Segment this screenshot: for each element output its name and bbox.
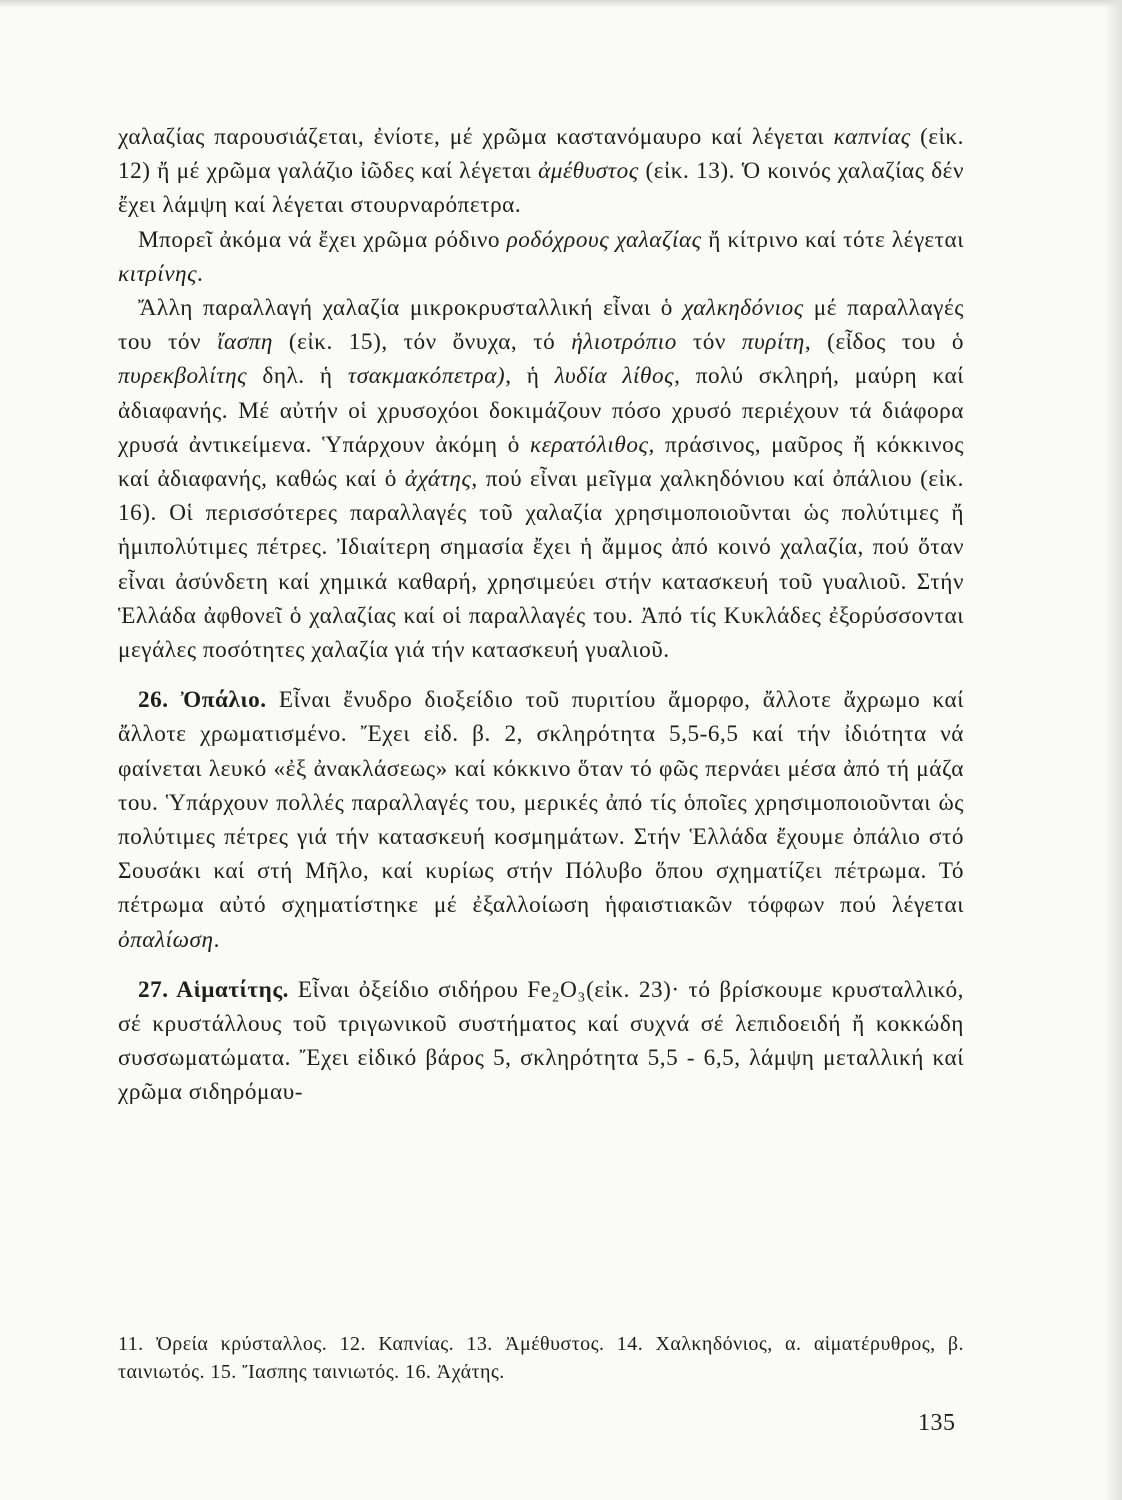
text-run: . bbox=[197, 260, 204, 287]
text-run: χαλαζίας παρουσιάζεται, ἐνίοτε, μέ χρῶμα καστανόμαυρο καί λέγεται bbox=[118, 124, 834, 150]
text-run: δηλ. ἡ bbox=[247, 363, 348, 390]
text-run: ἤ κίτρινο καί τότε λέγεται bbox=[701, 226, 964, 253]
page-right-edge bbox=[1104, 0, 1122, 1500]
italic-term: κερατόλιθος bbox=[530, 431, 649, 458]
text-run: , πού εἶναι μεῖγμα χαλκηδόνιου καί ὀπάλιου (εἰκ. 16). Οἱ περισσότερες παραλλαγές τοῦ χαλαζία χρησιμοποιοῦνται ὡς πολύτιμες ἤ ἡμιπολύτιμες πέτρες. Ἰδιαίτερη σημασία ἔχει ἡ ἄμμος ἀπό κοινό χαλαζία, πού ὅταν εἶναι ἀσύνδετη καί χημικά καθαρή, χρησιμεύει στήν κατασκευή τοῦ γυαλιοῦ. Στήν Ἑλλάδα ἀφθονεῖ ὁ χαλαζίας καί οἱ παραλλαγές του. Ἀπό τίς Κυκλάδες ἐξορύσσονται μεγάλες ποσότητες χαλαζία γιά τήν κατασκευή γυαλιοῦ. bbox=[118, 466, 964, 664]
paragraph-chalcedony bbox=[118, 291, 964, 667]
text-run: Εἶναι ὀξείδιο σιδήρου Fe₂O₃(εἰκ. 23)· τό βρίσκουμε κρυσταλλικό, σέ κρυστάλλους τοῦ τριγωνικοῦ συστήματος καί συχνά σέ λεπιδοειδή ἤ κοκκώδη συσσωματώματα. Ἔχει εἰδικό βάρος 5, σκληρότητα 5,5 - 6,5, λάμψη μεταλλική καί χρῶμα σιδηρόμαυ- bbox=[118, 976, 964, 1106]
text-run: Εἶναι ἔνυδρο διοξείδιο τοῦ πυριτίου ἄμορφο, ἄλλοτε ἄχρωμο καί ἄλλοτε χρωματισμένο. Ἔχει εἰδ. β. 2, σκληρότητα 5,5-6,5 καί τήν ἰδιότητα νά φαίνεται λευκό «ἐξ ἀνακλάσεως» καί κόκκινο ὅταν τό φῶς περνάει μέσα ἀπό τή μάζα του. Ὑπάρχουν πολλές παραλλαγές του, μερικές ἀπό τίς ὁποῖες χρησιμοποιοῦνται ὡς πολύτιμες πέτρες γιά τήν κατασκευή κοσμημάτων. Στήν Ἑλλάδα ἔχουμε ὀπάλιο στό Σουσάκι καί στή Μῆλο, καί κυρίως στήν Πόλυβο ὅπου σχηματίζει πέτρωμα. Τό πέτρωμα αὐτό σχηματίστηκε μέ ἐξαλλοίωση ἡφαιστιακῶν τόφφων πού λέγεται bbox=[118, 687, 964, 919]
italic-term: ἀχάτης bbox=[404, 466, 472, 493]
page-top-edge bbox=[0, 0, 1122, 8]
footnotes: 11. Ὀρεία κρύσταλλος. 12. Καπνίας. 13. Ἀμέθυστος. 14. Χαλκηδόνιος, α. αἱματέρυθρος, β. ταινιωτός. 15. Ἴασπης ταινιωτός. 16. Ἀχάτης. bbox=[118, 1333, 964, 1383]
text-run: τόν bbox=[676, 329, 742, 356]
text-run: , πράσινος, μαῦρος ἤ κόκκινος καί ἀδιαφανής, καθώς καί ὁ bbox=[118, 431, 965, 493]
text-run: Ἄλλη παραλλαγή χαλαζία μικροκρυσταλλική εἶναι ὁ bbox=[138, 295, 683, 322]
text-run: (εἰκ. 15), τόν ὄνυχα, τό bbox=[272, 329, 572, 356]
text-run: (εἰκ. 13). Ὁ κοινός χαλαζίας δέν ἔχει λάμψη καί λέγεται στουρναρόπετρα. bbox=[118, 158, 964, 219]
main-text bbox=[118, 120, 964, 1110]
italic-term: ὀπαλίωση bbox=[118, 926, 214, 953]
italic-term: χαλκηδόνιος bbox=[683, 295, 804, 322]
text-run: Μπορεῖ ἀκόμα νά ἔχει χρῶμα ρόδινο bbox=[138, 226, 507, 253]
italic-term: ἡλιοτρόπιο bbox=[571, 329, 677, 356]
paragraph-quartz-varieties bbox=[118, 120, 964, 223]
section-26-opal bbox=[118, 683, 964, 957]
italic-term: κιτρίνης bbox=[118, 260, 198, 287]
italic-term: πυρίτη bbox=[741, 329, 805, 356]
section-27-hematite bbox=[118, 973, 964, 1110]
italic-term: ἀμέθυστος bbox=[538, 158, 639, 185]
text-run: . bbox=[213, 926, 220, 953]
italic-term: πυρεκβολίτης bbox=[118, 363, 248, 390]
text-run: , πολύ σκληρή, μαύρη καί ἀδιαφανής. Μέ αὐτήν οἱ χρυσοχόοι δοκιμάζουν πόσο χρυσό περιέχουν τά διάφορα χρυσά ἀντικείμενα. Ὑπάρχουν ἀκόμη ὁ bbox=[118, 363, 965, 458]
section-heading: 27. Αἱματίτης. bbox=[138, 976, 290, 1003]
text-run: μέ παραλλαγές του τόν bbox=[118, 295, 964, 356]
page-number: 135 bbox=[918, 1410, 956, 1436]
paragraph-rose-quartz bbox=[118, 223, 964, 291]
section-heading: 26. Ὀπάλιο. bbox=[138, 687, 267, 714]
italic-term: ροδόχρους χαλαζίας bbox=[506, 226, 702, 253]
italic-term: τσακμακόπετρα) bbox=[347, 363, 506, 390]
text-run: (εἰκ. 12) ἤ μέ χρῶμα γαλάζιο ἰῶδες καί λέγεται bbox=[118, 124, 964, 185]
italic-term: καπνίας bbox=[833, 124, 911, 150]
italic-term: λυδία λίθος bbox=[554, 363, 675, 390]
text-run: , (εἶδος του ὁ bbox=[804, 329, 964, 356]
text-run: , ἡ bbox=[505, 363, 555, 390]
italic-term: ἴασπη bbox=[217, 329, 273, 356]
